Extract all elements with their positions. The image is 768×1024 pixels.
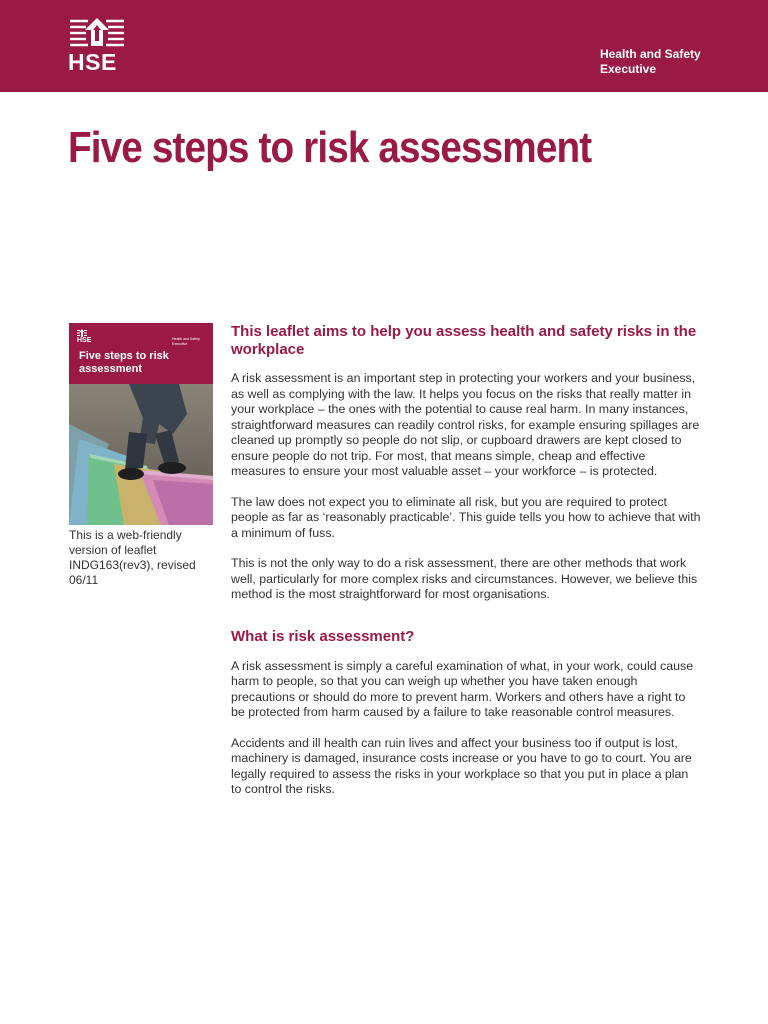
cover-header [69,323,213,384]
section-heading: What is risk assessment? [231,627,415,645]
cover-logo-text: HSE [77,337,92,344]
cover-title: Five steps to risk assessment [79,350,169,375]
cover-crest-icon [77,329,87,337]
hse-crest-icon [68,16,126,48]
organisation-name-line1: Health and Safety [600,47,701,61]
hse-logo-text: HSE [68,49,117,75]
intro-heading: This leaflet aims to help you assess health and safety risks in the workplace [231,323,697,358]
intro-paragraph: This is not the only way to do a risk assessment, there are other methods that work well, particularly for more complex risks and circumstances. However, we believe this method is the most straightforward for most organisations. [231,556,698,601]
leaflet-cover-thumbnail[interactable] [69,323,213,525]
page-title: Five steps to risk assessment [68,123,592,172]
intro-paragraph: A risk assessment is an important step in protecting your workers and your business, as well as complying with the law. It helps you focus on the risks that really matter in your workplace – the ones with the potential to cause real harm. In many instances, straightforward measures can readily control risks, for example ensuring spillages are cleaned up promptly so people do not slip, or cupboard drawers are kept closed to ensure people do not trip. For most, that means simple, cheap and effective measures to ensure your most valuable asset – your workforce – is protected. [231,371,700,478]
cover-note: This is a web-friendly version of leaflet INDG163(rev3), revised 06/11 [69,528,196,587]
intro-paragraph: The law does not expect you to eliminate all risk, but you are required to protect people as far as ‘reasonably practicable’. This guide tells you how to achieve that with a minimum of fuss. [231,494,701,540]
section-paragraph: A risk assessment is simply a careful examination of what, in your work, could cause harm to people, so that you can weigh up whether you have taken enough precautions or should do more to prevent harm. Workers and others have a right to be protected from harm caused by a failure to take reasonable control measures. [231,658,694,719]
organisation-name-line2: Executive [600,62,657,76]
organisation-name [600,47,740,77]
cover-photo-stairs [69,384,213,525]
hse-logo[interactable] [68,16,126,74]
header-banner [0,0,768,92]
cover-organisation: Health and Safety Executive [172,337,200,346]
cover-logo [77,329,91,345]
section-paragraph: Accidents and ill health can ruin lives and affect your business too if output is lost, machinery is damaged, insurance costs increase or you have to go to court. You are legally required to assess the risks in your workplace so that you put in place a plan to control the risks. [231,735,692,796]
main-content [231,323,701,813]
